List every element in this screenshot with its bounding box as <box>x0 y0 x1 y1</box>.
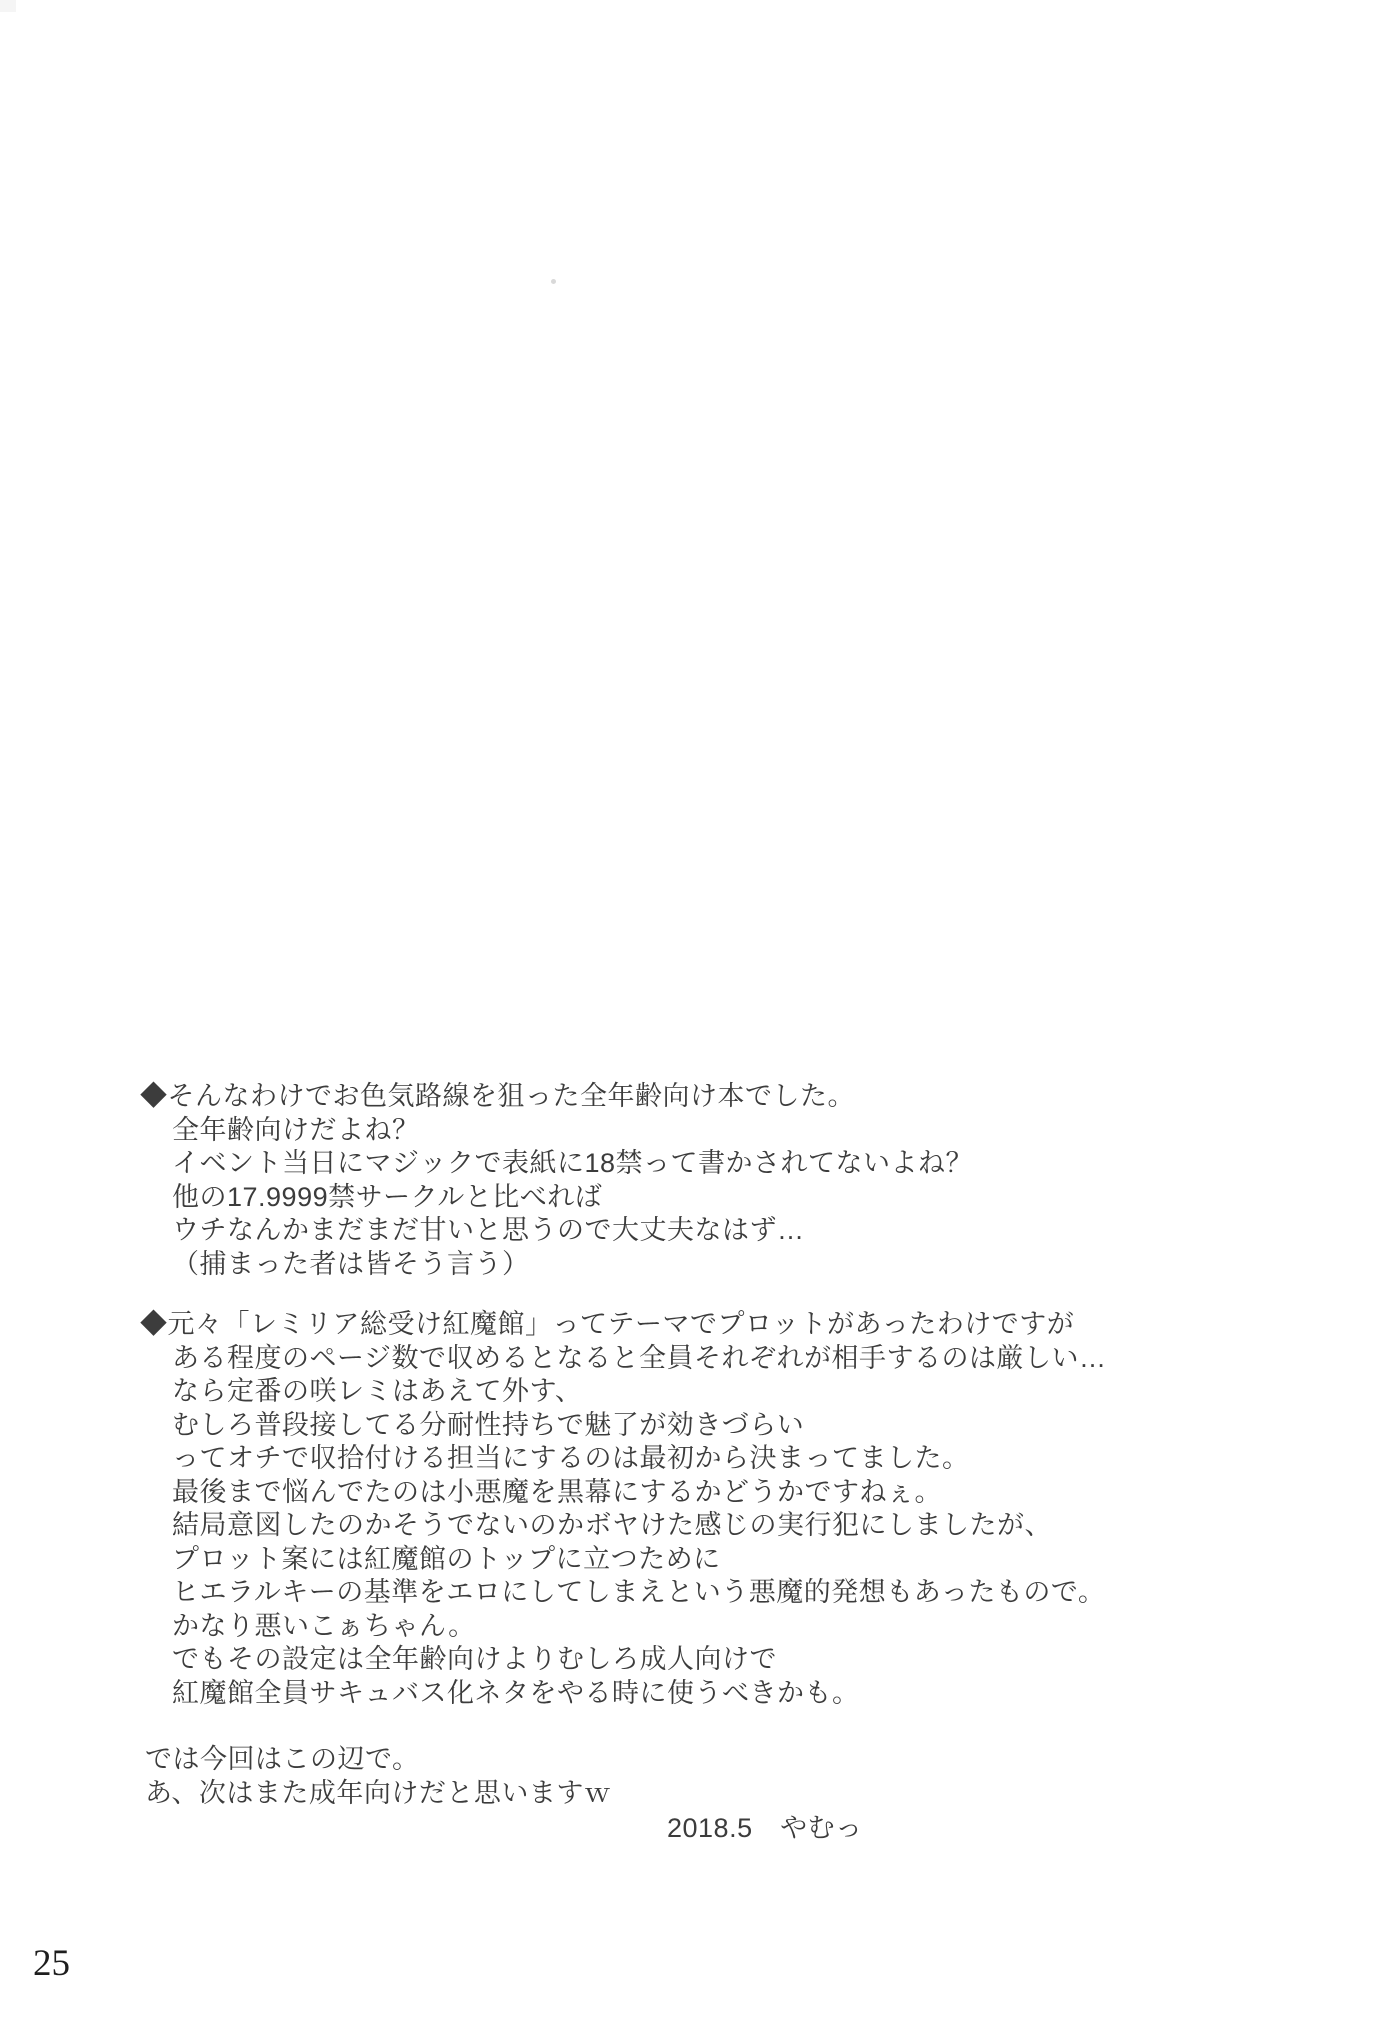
text-line: むしろ普段接してる分耐性持ちで魅了が効きづらい <box>172 1409 805 1440</box>
text-line: イベント当日にマジックで表紙に18禁って書かされてないよね？ <box>172 1148 974 1178</box>
text-line: でもその設定は全年齢向けよりむしろ成人向けで <box>172 1644 777 1674</box>
text-line: ◆そんなわけでお色気路線を狙った全年齢向け本でした。 <box>140 1081 855 1111</box>
signature-date: 2018.5 やむっ <box>667 1813 863 1843</box>
text-line: ウチなんかまだまだ甘いと思うので大丈夫なはず… <box>172 1215 805 1245</box>
text-line: では今回はこの辺で。 <box>145 1744 420 1774</box>
text-line: 紅魔館全員サキュバス化ネタをやる時に使うべきかも。 <box>172 1677 860 1708</box>
text-line: かなり悪いこぁちゃん。 <box>172 1610 476 1641</box>
text-line: 全年齢向けだよね？ <box>172 1114 420 1145</box>
afterword-paragraph-plot <box>140 1308 1106 1710</box>
text-line: ってオチで収拾付ける担当にするのは最初から決まってました。 <box>172 1443 970 1473</box>
afterword-paragraph-rating <box>140 1080 973 1281</box>
text-line: ある程度のページ数で収めるとなると全員それぞれが相手するのは厳しい… <box>172 1342 1107 1373</box>
text-line: ヒエラルキーの基準をエロにしてしまえという悪魔的発想もあったもので。 <box>172 1577 1106 1607</box>
text-line: あ、次はまた成年向けだと思いますｗ <box>145 1777 612 1808</box>
text-line: ◆元々「レミリア総受け紅魔館」ってテーマでプロットがあったわけですが <box>140 1309 1075 1339</box>
text-line: （捕まった者は皆そう言う） <box>172 1248 530 1279</box>
text-line: プロット案には紅魔館のトップに立つために <box>172 1543 721 1574</box>
text-line: 他の17.9999禁サークルと比べれば <box>172 1181 603 1212</box>
text-line: 最後まで悩んでたのは小悪魔を黒幕にするかどうかですねぇ。 <box>172 1476 942 1507</box>
page-number: 25 <box>33 1943 70 1984</box>
text-line: なら定番の咲レミはあえて外す、 <box>172 1376 583 1406</box>
afterword-closing <box>145 1743 611 1810</box>
text-line: 結局意図したのかそうでないのかボヤけた感じの実行犯にしましたが、 <box>172 1510 1052 1540</box>
scan-corner-shade <box>0 0 16 12</box>
scan-speck <box>551 279 556 284</box>
